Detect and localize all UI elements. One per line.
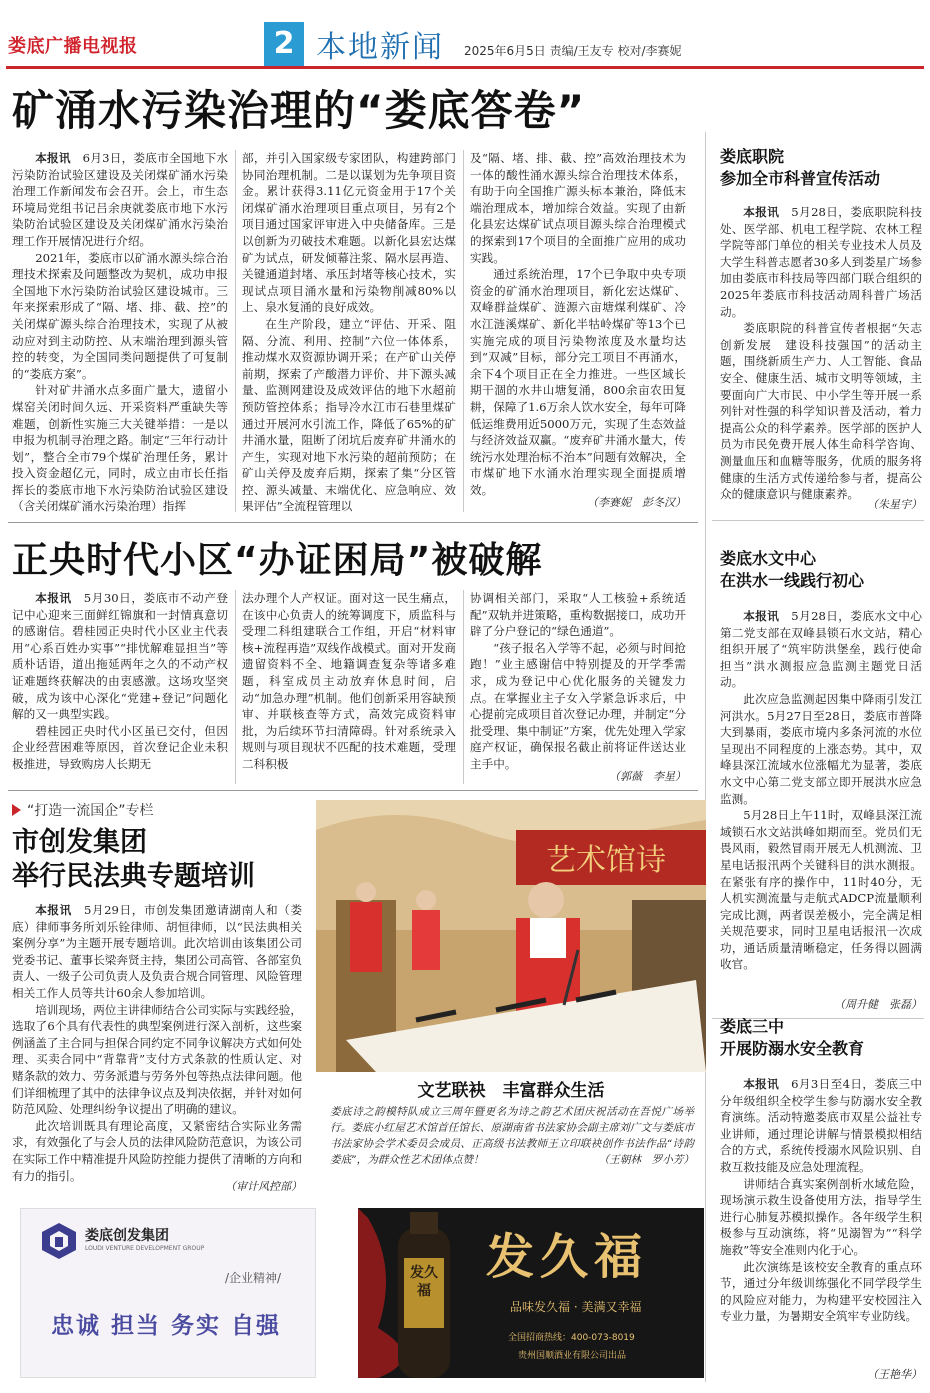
article1-col2	[242, 150, 456, 512]
side2-body	[720, 608, 922, 992]
side2-byline: （周升健 张磊）	[834, 998, 922, 1011]
column-divider	[463, 590, 464, 784]
dateline: 2025年6月5日 责编/王友专 校对/李赛妮	[464, 44, 682, 58]
article3-byline: （审计风控部）	[225, 1180, 302, 1193]
column-divider	[235, 590, 236, 784]
sidebar-separator	[712, 520, 924, 521]
ad2-bottle-label: 发久福	[410, 1265, 438, 1299]
paragraph: 培训现场，两位主讲律师结合公司实际与实践经验，选取了6个具有代表性的典型案例进行深入剖析，这些案例涵盖了主合同与担保合同约定不同争议解决方式如何处理、买卖合同中“背靠背”支付方式条款的性质认定、对赌条款的效力、劳务派遣与劳务外包等热点法律问题。他们详细梳理了其中的法律争议点及判决依据，并针对如何防范风险、处理纠纷争议提出了明确的建议。	[12, 1002, 302, 1117]
paragraph: 此次应急监测起因集中降雨引发江河洪水。5月27日至28日，娄底市普降大到暴雨，娄底市境内多条河流的水位呈现出不同程度的上涨态势。其中，双峰县深江流域水位涨幅尤为显著，娄底水文中心第二党支部立即开展洪水应急监测。	[720, 691, 922, 806]
article3-title-line1: 市创发集团	[12, 827, 147, 858]
paragraph: 在生产阶段，建立“评估、开采、阻隔、分流、利用、控制”六位一体体系，推动煤水双资源协调开采；在产矿山关停前期，探索了产酸潜力评价、井下源头减量、监测网建设及成效评估的地下水超前预防管控体系；指导冷水江市石巷里煤矿通过开展河水引流工作，降低了65%的矿井涌水量，阻断了闭坑后废弃矿井涌水的产生，实现对地下水污染的超前预防；在矿山关停及废弃后期，探索了集“分区管控、源头减量、末端优化、应急响应、效果评估”全流程管理以	[242, 316, 456, 514]
photo-caption	[330, 1104, 694, 1168]
lead-tag: 本报讯	[743, 609, 780, 623]
company-logo-icon	[39, 1221, 79, 1261]
masthead-logo: 娄底广播电视报	[8, 36, 138, 57]
ad2-producer: 贵州国顺酒业有限公司出品	[518, 1351, 627, 1361]
ad1-spirit-label: /企业精神/	[225, 1271, 282, 1285]
section-separator	[8, 522, 698, 523]
side2-headline	[720, 548, 922, 592]
paragraph: 5月29日，市创发集团邀请湖南人和（娄底）律师事务所刘乐铨律师、胡恒律师，以“民法典相关案例分享”为主题开展专题培训。此次培训由该集团公司党委书记、董事长梁奔贤主持，集团公司高管、各部室负责人、一级子公司负责人及负责合规合同管理、风险管理相关工作人员等共计60余人参加培训。	[12, 903, 302, 1000]
lead-tag: 本报讯	[35, 591, 72, 605]
side1-byline: （朱星宇）	[867, 498, 922, 511]
paragraph: 针对矿井涌水点多面广量大，遗留小煤窑关闭时间久远、开采资料严重缺失等难题，创新性实施三大关键举措：一是以申报为机制寻治理之路。制定“三年行动计划”，整合全市79个煤矿治理任务，累计投入资金超亿元，同时，成立由市长任指挥长的娄底市地下水污染防治试验区建设（含关闭煤矿涌水污染治理）指挥	[12, 383, 228, 514]
article2-col3	[470, 590, 686, 771]
paragraph: 及“隔、堵、排、截、控”高效治理技术为一体的酸性涌水源头综合治理技术体系，有助于向全国推广源头标本兼治，降低末端治理成本，增加综合效益。实现了由新化县宏达煤矿试点项目源头综合治理模式的探索到17个项目的全面推广应用的成功实践。	[470, 151, 686, 265]
ad-fajiufu	[358, 1208, 704, 1378]
ad2-tagline: 品味发久福 · 美满又幸福	[510, 1300, 642, 1314]
side3-byline: （王艳华）	[867, 1368, 922, 1381]
photo-caption-title: 文艺联袂 丰富群众生活	[417, 1081, 605, 1101]
paragraph: 5月28日，娄底水文中心第二党支部在双峰县锁石水文站，精心组织开展了“筑牢防洪堡垒，践行使命担当”洪水测报应急监测主题党日活动。	[720, 609, 922, 690]
lead-tag: 本报讯	[35, 151, 71, 165]
paragraph: “孩子报名入学等不起，必须与时间抢跑！”业主感谢信中特别提及的开学季需求，成为登记中心优化服务的关键发力点。在掌握业主子女入学紧急诉求后，中心提前完成项目首次登记办理，并制定“分批受理、集中制证”方案，优先处理入学家庭产权证，确保报名截止前将证件送达业主手中。	[470, 640, 686, 771]
ad2-brand: 发久福	[486, 1229, 649, 1285]
side3-title-line2: 开展防溺水安全教育	[720, 1039, 865, 1058]
section-separator	[8, 790, 698, 791]
ad1-slogan: 忠诚 担当 务实 自强	[51, 1313, 282, 1339]
news-photo	[316, 800, 706, 1072]
ad2-hotline: 全国招商热线：400-073-8019	[508, 1333, 635, 1343]
side1-headline	[720, 146, 922, 190]
paragraph: 此次演练是该校安全教育的重点环节，通过分年级训练强化不同学段学生的风险应对能力，为构建平安校园注入专业力量，为暑期安全筑牢专业防线。	[720, 1259, 922, 1324]
sidebar-divider	[705, 132, 706, 1382]
article3-body	[12, 902, 302, 1184]
article2-col1	[12, 590, 228, 784]
paragraph: 2021年，娄底市以矿涌水源头综合治理技术探索及问题整改为契机，成功申报全国地下水污染防治试验区建设城市。三年来探索形成了“隔、堵、排、截、控”的关闭煤矿源头综合治理技术，实现了从被动应对到主动防控、从末端治理到源头管控的转变，为全国同类问题提供了可复制的“娄底方案”。	[12, 250, 228, 381]
article2-col2	[242, 590, 456, 784]
paragraph: 6月3日，娄底市全国地下水污染防治试验区建设及关闭煤矿涌水污染治理工作新闻发布会召开。会上，市生态环境局党组书记吕余庚就娄底市地下水污染防治试验区建设及关闭煤矿涌水污染治理工作开展情况进行介绍。	[12, 151, 228, 248]
masthead-rule	[6, 66, 924, 69]
paragraph: 讲师结合真实案例剖析水域危险，现场演示救生设备使用方法，指导学生进行心肺复苏模拟操作。各年级学生积极参与互动演练，将“见溺智为”“科学施救”等安全准则内化于心。	[720, 1176, 922, 1257]
column-divider	[463, 150, 464, 512]
triangle-icon	[12, 804, 21, 816]
article1-headline: 矿涌水污染治理的“娄底答卷”	[12, 86, 586, 135]
paragraph: 5月28日上午11时，双峰县深江流域锁石水文站洪峰如期而至。党员们无畏风雨，毅然冒雨开展无人机测流、卫星电话报汛两个关键科目的洪水测报。在紧张有序的操作中，11时40分，无人机实测流量与走航式ADCP流量顺利完成比测，两者误差极小，完全满足相关规范要求，同时卫星电话报汛一次成功，通话质量清晰稳定，任务得以圆满收官。	[720, 808, 922, 972]
paragraph: 5月30日，娄底市不动产登记中心迎来三面鲜红锦旗和一封情真意切的感谢信。碧桂园正央时代小区业主代表用“心系百姓办实事”“排忧解难显担当”等质朴话语，道出拖延两年之久的不动产权证难题终获解决的由衷感激。这场攻坚突破，成为该中心深化“党建+登记”问题化解的又一典型实践。	[12, 591, 228, 722]
photo-byline: （王朝林 罗小芳）	[598, 1154, 694, 1166]
paragraph: 娄底职院的科普宣传者根据“矢志创新发展 建设科技强国”的活动主题，围绕新质生产力、人工智能、食品安全、健康生活、城市文明等领域，主要面向广大市民、中小学生等开展一系列针对性强的科学知识普及活动，着力提高公众的科学素养。医学部的医护人员为市民免费开展人体生命科学咨询、测量血压和血糖等服务，优质的服务将健康的生活方式传递给参与者，提高公众的健康意识与健康素养。	[720, 321, 922, 502]
side3-headline	[720, 1016, 922, 1060]
article3-title-line2: 举行民法典专题培训	[12, 861, 255, 892]
paragraph: 碧桂园正央时代小区虽已交付，但因企业经营困难等原因，首次登记企业未积极推进，导致购房人长期无	[12, 723, 228, 771]
ad1-company: 娄底创发集团	[85, 1228, 169, 1244]
article2-byline: （郭薇 李星）	[609, 770, 686, 783]
column-divider	[235, 150, 236, 512]
article1-col1	[12, 150, 228, 512]
article2-headline: 正央时代小区“办证困局”被破解	[12, 540, 543, 581]
lead-tag: 本报讯	[35, 903, 72, 917]
side1-title-line2: 参加全市科普宣传活动	[720, 169, 881, 188]
paragraph: 6月3日至4日，娄底三中分年级组织全校学生参与防溺水安全教育演练。活动特邀娄底市双星公益社专业讲师，通过理论讲解与情景模拟相结合的方式，系统传授溺水风险识别、自救互救技能及应急处理流程。	[720, 1077, 922, 1174]
column-tag-label: “打造一流国企”专栏	[27, 803, 154, 819]
lead-tag: 本报讯	[743, 1077, 780, 1091]
side1-body	[720, 204, 922, 502]
paragraph: 法办理个人产权证。面对这一民生痛点，在该中心负责人的统筹调度下，质监科与受理二科组建联合工作组，开启“材料审核+流程再造”双线作战模式。面对开发商遗留资料不全、地籍调查复杂等诸多难题，科室成员主动放弃休息时间，启动“加急办理”机制。他们创新采用容缺预审、并联核查等方式，高效完成资料审批，为后续环节扫清障碍。针对系统录入规则与项目现状不匹配的技术难题，受理二科积极	[242, 591, 456, 771]
photo-caption-text: 娄底诗之韵模特队成立三周年暨更名为诗之韵艺术团庆祝活动在吾悦广场举行。娄底小红屋艺术馆首任馆长、原湖南省书法家协会副主席刘广文与娄底市书法家协会学术委员会成员、正高级书法教师王立印联袂创作书法作品“诗韵娄底”，为群众性艺术团体点赞！	[330, 1106, 694, 1166]
paragraph: 通过系统治理，17个已争取中央专项资金的矿涌水治理项目，新化宏达煤矿、双峰群益煤矿、涟源六亩塘煤利煤矿、冷水江涟溪煤矿、新化半牯岭煤矿等13个已实施完成的项目污染物浓度及水量均达到“双减”目标，部分完工项目不再涌水，余下4个项目正在全力推进。一些区域长期干涸的水井山塘复涌，800余亩农田复耕，保障了1.6万余人饮水安全，每年可降低运维费用近5000万元，实现了生态效益与经济效益双赢。“废弃矿井涌水量大，传统污水处理治标不治本”问题有效解决，全市煤矿地下水涌水治理实现全面提质增效。	[470, 267, 686, 497]
side1-title-line1: 娄底职院	[720, 147, 785, 166]
ad-loudi-venture	[20, 1208, 316, 1378]
paragraph: 此次培训既具有理论高度，又紧密结合实际业务需求，有效强化了与会人员的法律风险防范意识，为该公司在实际工作中精准提升风险防控能力提供了清晰的方向和有力的指引。	[12, 1118, 302, 1183]
column-tag	[12, 800, 154, 820]
article1-col3	[470, 150, 686, 497]
paragraph: 5月28日，娄底职院科技处、医学部、机电工程学院、农林工程学院等部门单位的相关专业技术人员及大学生科普志愿者30多人到娄星广场参加由娄底市科技局等四部门联合组织的2025年娄底市科技活动周科普广场活动。	[720, 205, 922, 319]
section-title: 本地新闻	[316, 30, 444, 65]
side2-title-line2: 在洪水一线践行初心	[720, 571, 865, 590]
paragraph: 协调相关部门，采取“人工核验+系统适配”双轨并进策略，重构数据接口，成功开辟了分户登记的“绿色通道”。	[470, 591, 686, 639]
page-number: 2	[264, 22, 304, 66]
article3-headline	[12, 826, 255, 894]
ad1-company-en: LOUDI VENTURE DEVELOPMENT GROUP	[85, 1245, 205, 1252]
side3-title-line1: 娄底三中	[720, 1017, 785, 1036]
lead-tag: 本报讯	[743, 205, 780, 219]
side3-body	[720, 1076, 922, 1366]
paragraph: 部，并引入国家级专家团队，构建跨部门协同治理机制。二是以谋划为先争项目资金。累计获得3.11亿元资金用于17个关闭煤矿涌水治理项目重点项目，另有2个项目通过国家评审进入中央储备库。三是以创新为刃破技术难题。以新化县宏达煤矿为试点，研发倾幕注浆、隔水层再造、关键通道封堵、承压封堵等核心技术，实现试点项目涌水量和污染物削减80%以上、泉水复涌的良好成效。	[242, 151, 456, 315]
article1-byline: （李赛妮 彭冬汉）	[587, 496, 686, 509]
photo-banner-text: 艺术馆诗	[546, 843, 666, 878]
side2-title-line1: 娄底水文中心	[720, 549, 817, 568]
